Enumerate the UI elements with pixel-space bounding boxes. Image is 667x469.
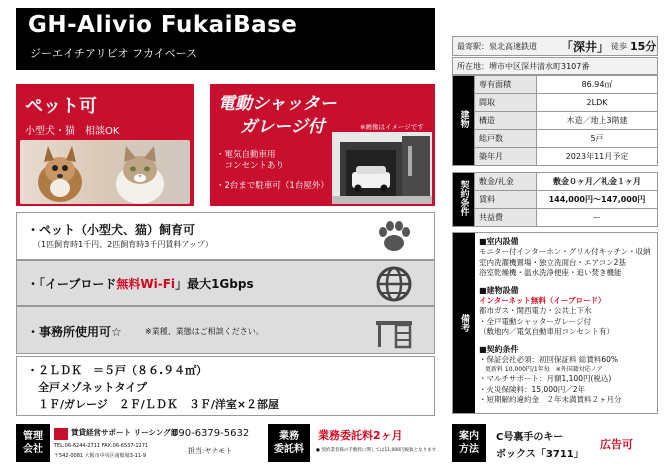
image-disclaimer: ※画像はイメージです — [360, 123, 424, 131]
station-label: 最寄駅：泉北高速鉄道 — [457, 42, 537, 51]
wifi-text-post: 」最大1Gbps — [175, 277, 254, 291]
building-row-label: 構造 — [475, 112, 537, 130]
contract-category-label: 契約条件 — [458, 179, 469, 216]
contract-row-label: 賃料 — [475, 191, 537, 209]
pet-panel — [16, 84, 194, 206]
wifi-text-free: 無料Wi-Fi — [116, 277, 176, 291]
equip-line: 浴室乾燥機・温水洗浄便座・追い焚き機能 — [479, 268, 622, 277]
contact-phone[interactable]: 090-6379-5632 — [172, 428, 250, 439]
building-category-label: 建物 — [458, 109, 469, 128]
building-row-label: 築年月 — [475, 148, 537, 166]
ev-outlet-line2: コンセントあり — [216, 161, 285, 171]
equip-line: 室内洗濯機置場・独立洗面台・エアコン2基 — [479, 257, 626, 267]
remarks-contract-heading: ■契約条件 — [479, 344, 519, 354]
building-row-value: 5戸 — [537, 130, 658, 148]
walk-minutes: 15分 — [630, 40, 657, 53]
guide-method-label: 案内 方法 — [452, 424, 486, 462]
contract-row-value: 敷金０ヶ月／礼金１ヶ月 — [537, 173, 658, 191]
building-row-value: 2023年11月予定 — [537, 148, 658, 166]
title-bar — [16, 8, 435, 70]
company-address: 〒542-0081 大阪市中央区南船場3-11-9 — [54, 453, 146, 459]
company-tel-fax: TEL:06-6244-2711 FAX:06-6537-1271 — [54, 443, 149, 449]
wifi-text-pre: ・「イーブロード — [27, 277, 117, 291]
fee-block — [314, 424, 450, 462]
bldg-line: ・全戸電動シャッターガレージ付 — [479, 316, 592, 326]
remarks-contract-line: ・短期解約違約金 ２年未満賃料２ヶ月分 — [479, 395, 622, 404]
remarks-contract-line: 更新料 10,000円/1年毎 ※外国籍対応ノア — [479, 366, 603, 373]
ad-allowed: 広告可 — [600, 438, 633, 451]
station-row — [452, 36, 658, 56]
layout-line2: 全戸メゾネットタイプ — [27, 381, 147, 394]
feature-pet-title: ・ペット（小型犬、猫）飼育可 — [27, 223, 196, 237]
remarks-contract-line: ・火災保険料：15,000円／2年 — [479, 384, 586, 394]
building-table — [452, 75, 658, 166]
remarks-contract-line: ・マルチサポート：月額1,100円(税込) — [479, 374, 612, 383]
globe-icon — [374, 264, 414, 304]
property-title: GH-Alivio FukaiBase — [28, 12, 298, 38]
key-box-block — [492, 424, 602, 462]
pet-photo — [20, 140, 190, 204]
building-row-value: 木造／地上3階建 — [537, 112, 658, 130]
contract-row-value: 144,000円〜147,000円 — [537, 191, 658, 209]
ev-outlet-line1: ・電気自動車用 — [216, 150, 276, 160]
key-box-line1: C号裏手のキー — [496, 432, 564, 443]
feature-wifi-title — [27, 275, 254, 292]
company-name: 賃貸経営サポート リーシング部 — [71, 428, 179, 437]
building-row-label: 総戸数 — [475, 130, 537, 148]
building-category — [453, 76, 475, 166]
key-box-line2: ボックス「3711」 — [496, 449, 584, 460]
feature-pet — [16, 212, 435, 260]
layout-line1: ・２ＬＤＫ ＝５戸（８６.９４㎡） — [27, 364, 208, 377]
ev-outlet-bullet — [216, 150, 284, 172]
garage-heading-line2: ガレージ付 — [240, 117, 325, 137]
contract-row-label: 共益費 — [475, 209, 537, 227]
contract-row-label: 敷金/礼金 — [475, 173, 537, 191]
remarks-category — [453, 233, 475, 413]
bldg-line: （敷地内／電気自動車用コンセント有） — [479, 327, 614, 336]
equip-heading: ■室内設備 — [479, 237, 519, 246]
dog-cat-illustration — [20, 140, 190, 204]
bldg-heading: ■建物設備 — [479, 285, 519, 295]
pet-heading: ペット可 — [25, 96, 97, 117]
remarks-category-label: 備考 — [459, 314, 469, 332]
pet-subtext: 小型犬・猫 相談OK — [25, 126, 120, 137]
remarks-content — [479, 236, 657, 406]
station-name: 「深井」 — [561, 40, 610, 54]
building-row-value: 2LDK — [537, 94, 658, 112]
bldg-line: 都市ガス・関西電力・公共上下水 — [479, 306, 592, 315]
layout-line3: １Ｆ/ガレージ ２Ｆ/ＬＤＫ ３Ｆ/洋室×２部屋 — [27, 398, 280, 411]
garage-illustration — [332, 132, 432, 204]
feature-layout — [16, 356, 435, 416]
company-block — [52, 424, 179, 462]
remarks-box — [452, 232, 658, 414]
address: 所在地：堺市中区深井清水町3107番 — [457, 62, 590, 71]
fee-note: ● 契約業者様の手数料に関しては11,000円税抜となります — [316, 448, 437, 453]
paw-icon — [374, 216, 414, 256]
feature-pet-fee-note: （1匹飼育時1千円、2匹飼育時3千円賃料アップ） — [33, 240, 213, 249]
building-row-label: 専有面積 — [475, 76, 537, 94]
feature-wifi — [16, 260, 435, 306]
equip-line: モニター付インターホン・グリル付キッチン・収納 — [479, 247, 651, 256]
property-title-kana: ジーエイチアリビオ フカイベース — [30, 47, 198, 60]
feature-office — [16, 306, 435, 354]
garage-photo — [332, 132, 432, 204]
contact-block — [168, 424, 264, 462]
company-logo-icon — [54, 428, 68, 440]
bldg-internet-free: インターネット無料（イーブロード） — [479, 295, 606, 305]
address-row — [452, 57, 658, 75]
contract-row-value: ー — [537, 209, 658, 227]
walk-label: 徒歩 — [611, 42, 627, 51]
parking-bullet: ・2台まで駐車可（1台屋外） — [216, 181, 329, 191]
feature-office-note: ※業種、業態はご相談ください。 — [145, 327, 264, 336]
garage-heading-line1: 電動シャッター — [218, 94, 337, 114]
contract-category — [453, 173, 475, 227]
building-row-value: 86.94㎡ — [537, 76, 658, 94]
biz-fee-label: 業務 委託料 — [268, 424, 310, 462]
garage-panel — [210, 84, 435, 206]
fee-amount: 業務委託料2ヶ月 — [318, 429, 403, 442]
remarks-contract-line: ・保証会社必須：初回保証料 総賃料60% — [479, 354, 619, 364]
mgmt-company-label: 管理 会社 — [16, 424, 50, 462]
feature-office-title: ・事務所使用可☆ — [27, 325, 122, 339]
contact-person: 担当:ヤナモト — [188, 447, 233, 455]
building-row-label: 間取 — [475, 94, 537, 112]
desk-icon — [374, 311, 414, 351]
contract-table — [452, 172, 658, 227]
